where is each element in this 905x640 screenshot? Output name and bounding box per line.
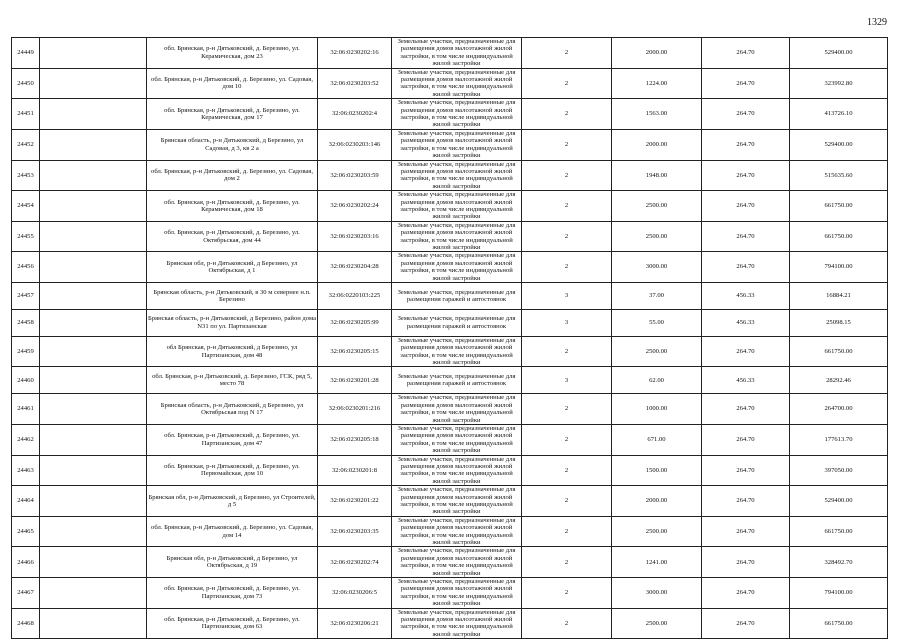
address-cell: обл. Брянская, р-н Дятьковский, д. Березино, ГСК, ряд 5, место 78 [147, 367, 318, 394]
spacer-cell [40, 367, 147, 394]
land-use-cell: Земельные участки, предназначенные для размещения домов малоэтажной жилой застройки, в том числе индивидуальной жилой застройки [392, 336, 522, 367]
record-id-cell: 24449 [12, 38, 40, 69]
cadastral-value-cell: 661750.00 [790, 336, 888, 367]
land-use-cell: Земельные участки, предназначенные для размещения домов малоэтажной жилой застройки, в том числе индивидуальной жилой застройки [392, 578, 522, 609]
cadastral-number-cell: 32:06:0230203:59 [318, 160, 392, 191]
group-cell: 2 [522, 608, 612, 639]
table-row [12, 283, 888, 310]
area-cell: 2500.00 [612, 221, 702, 252]
address-cell: обл. Брянская, р-н Дятьковский, д. Березино, ул. Партизанская, дом 47 [147, 424, 318, 455]
address-cell: Брянская область, р-н Дятьковский, в 30 м севернее н.п. Березино [147, 283, 318, 310]
rate-cell: 264.70 [702, 191, 790, 222]
area-cell: 2500.00 [612, 191, 702, 222]
group-cell: 2 [522, 455, 612, 486]
rate-cell: 264.70 [702, 160, 790, 191]
land-use-cell: Земельные участки, предназначенные для размещения домов малоэтажной жилой застройки, в том числе индивидуальной жилой застройки [392, 129, 522, 160]
area-cell: 1000.00 [612, 394, 702, 425]
record-id-cell: 24453 [12, 160, 40, 191]
cadastral-number-cell: 32:06:0230203:52 [318, 68, 392, 99]
cadastral-number-cell: 32:06:0230202:74 [318, 547, 392, 578]
address-cell: обл. Брянская, р-н Дятьковский, д. Березино, ул. Садовая, дом 14 [147, 516, 318, 547]
rate-cell: 264.70 [702, 547, 790, 578]
record-id-cell: 24450 [12, 68, 40, 99]
record-id-cell: 24467 [12, 578, 40, 609]
rate-cell: 264.70 [702, 578, 790, 609]
land-use-cell: Земельные участки, предназначенные для размещения домов малоэтажной жилой застройки, в том числе индивидуальной жилой застройки [392, 424, 522, 455]
address-cell: Брянская обл, р-н Дятьковский, д Березино, ул Строителей, д 5 [147, 486, 318, 517]
land-use-cell: Земельные участки, предназначенные для размещения домов малоэтажной жилой застройки, в том числе индивидуальной жилой застройки [392, 608, 522, 639]
spacer-cell [40, 394, 147, 425]
cadastral-number-cell: 32:06:0230205:18 [318, 424, 392, 455]
area-cell: 1500.00 [612, 455, 702, 486]
group-cell: 2 [522, 160, 612, 191]
spacer-cell [40, 191, 147, 222]
address-cell: обл. Брянская, р-н Дятьковский, д. Березино, ул. Садовая, дом 2 [147, 160, 318, 191]
table-row [12, 191, 888, 222]
cadastral-value-cell: 177613.70 [790, 424, 888, 455]
area-cell: 2000.00 [612, 38, 702, 69]
table-row [12, 68, 888, 99]
area-cell: 2000.00 [612, 486, 702, 517]
area-cell: 2000.00 [612, 129, 702, 160]
group-cell: 3 [522, 283, 612, 310]
record-id-cell: 24464 [12, 486, 40, 517]
group-cell: 2 [522, 191, 612, 222]
address-cell: обл. Брянская, р-н Дятьковский, д. Березино, ул. Керамическая, дом 17 [147, 99, 318, 130]
table-row [12, 99, 888, 130]
cadastral-value-cell: 661750.00 [790, 221, 888, 252]
rate-cell: 264.70 [702, 394, 790, 425]
group-cell: 3 [522, 367, 612, 394]
table-row [12, 160, 888, 191]
cadastral-value-cell: 397050.00 [790, 455, 888, 486]
group-cell: 2 [522, 336, 612, 367]
rate-cell: 264.70 [702, 455, 790, 486]
group-cell: 2 [522, 129, 612, 160]
table-row [12, 516, 888, 547]
cadastral-number-cell: 32:06:0230202:24 [318, 191, 392, 222]
land-use-cell: Земельные участки, предназначенные для размещения домов малоэтажной жилой застройки, в том числе индивидуальной жилой застройки [392, 547, 522, 578]
cadastral-value-cell: 529400.00 [790, 129, 888, 160]
table-row [12, 394, 888, 425]
table-row [12, 336, 888, 367]
spacer-cell [40, 68, 147, 99]
land-use-cell: Земельные участки, предназначенные для размещения домов малоэтажной жилой застройки, в том числе индивидуальной жилой застройки [392, 191, 522, 222]
cadastral-value-cell: 794100.00 [790, 252, 888, 283]
group-cell: 2 [522, 486, 612, 517]
record-id-cell: 24460 [12, 367, 40, 394]
rate-cell: 264.70 [702, 99, 790, 130]
address-cell: Брянская область, р-н Дятьковский, д Березино, ул Октябрьская под N 17 [147, 394, 318, 425]
area-cell: 671.00 [612, 424, 702, 455]
rate-cell: 264.70 [702, 68, 790, 99]
cadastral-number-cell: 32:06:0230201:216 [318, 394, 392, 425]
land-use-cell: Земельные участки, предназначенные для размещения домов малоэтажной жилой застройки, в том числе индивидуальной жилой застройки [392, 486, 522, 517]
record-id-cell: 24462 [12, 424, 40, 455]
address-cell: Брянская область, р-н Дятьковский, д Березино, район дома N31 по ул. Партизанская [147, 309, 318, 336]
area-cell: 1224.00 [612, 68, 702, 99]
record-id-cell: 24468 [12, 608, 40, 639]
table-row [12, 129, 888, 160]
land-use-cell: Земельные участки, предназначенные для размещения домов малоэтажной жилой застройки, в том числе индивидуальной жилой застройки [392, 516, 522, 547]
record-id-cell: 24452 [12, 129, 40, 160]
cadastral-value-cell: 661750.00 [790, 608, 888, 639]
address-cell: обл. Брянская, р-н Дятьковский, д. Березино, ул. Садовая, дом 10 [147, 68, 318, 99]
area-cell: 37.00 [612, 283, 702, 310]
table-row [12, 455, 888, 486]
cadastral-value-cell: 661750.00 [790, 191, 888, 222]
area-cell: 2500.00 [612, 336, 702, 367]
record-id-cell: 24463 [12, 455, 40, 486]
cadastral-number-cell: 32:06:0230206:5 [318, 578, 392, 609]
spacer-cell [40, 283, 147, 310]
group-cell: 2 [522, 578, 612, 609]
record-id-cell: 24465 [12, 516, 40, 547]
cadastral-value-cell: 515635.60 [790, 160, 888, 191]
record-id-cell: 24455 [12, 221, 40, 252]
address-cell: обл. Брянская, р-н Дятьковский, д. Березино, ул. Октябрьская, дом 44 [147, 221, 318, 252]
table-row [12, 578, 888, 609]
area-cell: 1563.00 [612, 99, 702, 130]
table-row [12, 608, 888, 639]
rate-cell: 264.70 [702, 486, 790, 517]
rate-cell: 456.33 [702, 367, 790, 394]
record-id-cell: 24451 [12, 99, 40, 130]
cadastral-value-cell: 16884.21 [790, 283, 888, 310]
cadastral-number-cell: 32:06:0230202:16 [318, 38, 392, 69]
rate-cell: 456.33 [702, 283, 790, 310]
cadastral-value-cell: 661750.00 [790, 516, 888, 547]
table-row [12, 221, 888, 252]
table-row [12, 367, 888, 394]
cadastral-value-cell: 264700.00 [790, 394, 888, 425]
rate-cell: 264.70 [702, 424, 790, 455]
land-use-cell: Земельные участки, предназначенные для размещения домов малоэтажной жилой застройки, в том числе индивидуальной жилой застройки [392, 394, 522, 425]
land-use-cell: Земельные участки, предназначенные для размещения домов малоэтажной жилой застройки, в том числе индивидуальной жилой застройки [392, 252, 522, 283]
cadastral-value-cell: 28292.46 [790, 367, 888, 394]
table-row [12, 424, 888, 455]
area-cell: 62.00 [612, 367, 702, 394]
address-cell: обл. Брянская, р-н Дятьковский, д. Березино, ул. Керамическая, дом 23 [147, 38, 318, 69]
land-use-cell: Земельные участки, предназначенные для размещения гаражей и автостоянок [392, 283, 522, 310]
address-cell: обл. Брянская, р-н Дятьковский, д. Березино, ул. Партизанская, дом 63 [147, 608, 318, 639]
address-cell: обл. Брянская, р-н Дятьковский, д. Березино, ул. Первомайская, дом 10 [147, 455, 318, 486]
table-row [12, 252, 888, 283]
address-cell: обл. Брянская, р-н Дятьковский, д. Березино, ул. Партизанская, дом 73 [147, 578, 318, 609]
spacer-cell [40, 99, 147, 130]
rate-cell: 264.70 [702, 336, 790, 367]
spacer-cell [40, 608, 147, 639]
group-cell: 2 [522, 252, 612, 283]
rate-cell: 456.33 [702, 309, 790, 336]
table-row [12, 38, 888, 69]
spacer-cell [40, 455, 147, 486]
group-cell: 2 [522, 221, 612, 252]
cadastral-number-cell: 32:06:0230205:99 [318, 309, 392, 336]
area-cell: 1948.00 [612, 160, 702, 191]
spacer-cell [40, 424, 147, 455]
area-cell: 2500.00 [612, 608, 702, 639]
cadastral-number-cell: 32:06:0230201:22 [318, 486, 392, 517]
cadastral-number-cell: 32:06:0230204:28 [318, 252, 392, 283]
cadastral-value-cell: 413726.10 [790, 99, 888, 130]
cadastral-value-cell: 328492.70 [790, 547, 888, 578]
area-cell: 1241.00 [612, 547, 702, 578]
cadastral-number-cell: 32:06:0230206:21 [318, 608, 392, 639]
spacer-cell [40, 309, 147, 336]
area-cell: 3000.00 [612, 578, 702, 609]
cadastral-number-cell: 32:06:0230203:16 [318, 221, 392, 252]
cadastral-number-cell: 32:06:0230201:28 [318, 367, 392, 394]
cadastral-number-cell: 32:06:0230205:15 [318, 336, 392, 367]
cadastral-value-cell: 794100.00 [790, 578, 888, 609]
record-id-cell: 24466 [12, 547, 40, 578]
cadastral-value-cell: 25098.15 [790, 309, 888, 336]
record-id-cell: 24454 [12, 191, 40, 222]
record-id-cell: 24461 [12, 394, 40, 425]
land-use-cell: Земельные участки, предназначенные для размещения домов малоэтажной жилой застройки, в том числе индивидуальной жилой застройки [392, 38, 522, 69]
group-cell: 2 [522, 394, 612, 425]
area-cell: 55.00 [612, 309, 702, 336]
spacer-cell [40, 252, 147, 283]
rate-cell: 264.70 [702, 252, 790, 283]
record-id-cell: 24457 [12, 283, 40, 310]
address-cell: Брянская обл, р-н Дятьковский, д Березино, ул Октябрьская, д 19 [147, 547, 318, 578]
land-registry-table [11, 37, 888, 639]
cadastral-value-cell: 529400.00 [790, 486, 888, 517]
spacer-cell [40, 336, 147, 367]
spacer-cell [40, 516, 147, 547]
record-id-cell: 24458 [12, 309, 40, 336]
group-cell: 2 [522, 38, 612, 69]
group-cell: 2 [522, 516, 612, 547]
cadastral-number-cell: 32:06:0230202:4 [318, 99, 392, 130]
rate-cell: 264.70 [702, 516, 790, 547]
spacer-cell [40, 578, 147, 609]
land-use-cell: Земельные участки, предназначенные для размещения гаражей и автостоянок [392, 367, 522, 394]
area-cell: 3000.00 [612, 252, 702, 283]
spacer-cell [40, 486, 147, 517]
table-body [12, 38, 888, 639]
spacer-cell [40, 38, 147, 69]
cadastral-number-cell: 32:06:0230201:8 [318, 455, 392, 486]
table-row [12, 309, 888, 336]
rate-cell: 264.70 [702, 129, 790, 160]
spacer-cell [40, 160, 147, 191]
cadastral-number-cell: 32:06:0230203:146 [318, 129, 392, 160]
cadastral-value-cell: 323992.80 [790, 68, 888, 99]
address-cell: обл Брянская, р-н Дятьковский, д Березино, ул Партизанская, дом 48 [147, 336, 318, 367]
cadastral-value-cell: 529400.00 [790, 38, 888, 69]
land-use-cell: Земельные участки, предназначенные для размещения домов малоэтажной жилой застройки, в том числе индивидуальной жилой застройки [392, 99, 522, 130]
address-cell: обл. Брянская, р-н Дятьковский, д. Березино, ул. Керамическая, дом 18 [147, 191, 318, 222]
rate-cell: 264.70 [702, 221, 790, 252]
record-id-cell: 24456 [12, 252, 40, 283]
address-cell: Брянская обл, р-н Дятьковский, д Березино, ул Октябрьская, д 1 [147, 252, 318, 283]
spacer-cell [40, 129, 147, 160]
rate-cell: 264.70 [702, 38, 790, 69]
rate-cell: 264.70 [702, 608, 790, 639]
address-cell: Брянская область, р-н Дятьковский, д Березино, ул Садовая, д 3, кв 2 а [147, 129, 318, 160]
land-use-cell: Земельные участки, предназначенные для размещения домов малоэтажной жилой застройки, в том числе индивидуальной жилой застройки [392, 68, 522, 99]
cadastral-number-cell: 32:06:0230203:35 [318, 516, 392, 547]
page-number: 1329 [867, 17, 887, 28]
land-use-cell: Земельные участки, предназначенные для размещения домов малоэтажной жилой застройки, в том числе индивидуальной жилой застройки [392, 455, 522, 486]
spacer-cell [40, 221, 147, 252]
record-id-cell: 24459 [12, 336, 40, 367]
group-cell: 2 [522, 424, 612, 455]
spacer-cell [40, 547, 147, 578]
group-cell: 2 [522, 68, 612, 99]
group-cell: 2 [522, 547, 612, 578]
land-use-cell: Земельные участки, предназначенные для размещения гаражей и автостоянок [392, 309, 522, 336]
area-cell: 2500.00 [612, 516, 702, 547]
land-use-cell: Земельные участки, предназначенные для размещения домов малоэтажной жилой застройки, в том числе индивидуальной жилой застройки [392, 160, 522, 191]
table-row [12, 486, 888, 517]
group-cell: 2 [522, 99, 612, 130]
cadastral-number-cell: 32:06:0220103:225 [318, 283, 392, 310]
group-cell: 3 [522, 309, 612, 336]
table-row [12, 547, 888, 578]
land-use-cell: Земельные участки, предназначенные для размещения домов малоэтажной жилой застройки, в том числе индивидуальной жилой застройки [392, 221, 522, 252]
